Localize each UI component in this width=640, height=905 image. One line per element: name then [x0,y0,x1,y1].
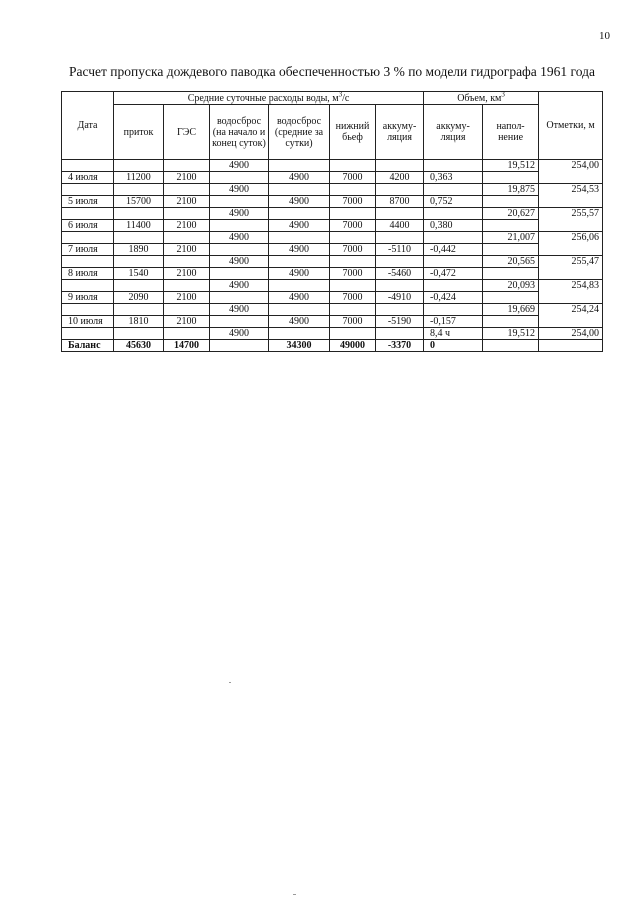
cell-tailwater: 7000 [330,316,376,328]
cell-accum-vol: 0,380 [424,220,483,232]
cell-date [62,280,114,292]
cell-accum-vol [424,280,483,292]
cell-tailwater [330,304,376,316]
cell-tailwater [330,160,376,172]
cell-filling: 20,565 [483,256,539,268]
cell-hpp [164,328,210,340]
balance-hpp: 14700 [164,340,210,352]
cell-spill-avg: 4900 [269,196,330,208]
cell-filling [483,244,539,256]
flood-calculation-table [61,91,603,352]
cell-accum-flow [376,304,424,316]
cell-filling [483,220,539,232]
boundary-row [62,232,603,244]
cell-spill-boundary [210,244,269,256]
cell-accum-vol [424,256,483,268]
header-inflow: приток [114,105,164,160]
cell-tailwater [330,328,376,340]
header-row-groups [62,92,603,105]
cell-mark [539,220,603,232]
cell-date: 5 июля [62,196,114,208]
cell-tailwater: 7000 [330,196,376,208]
cell-spill-boundary: 4900 [210,304,269,316]
cell-spill-boundary [210,220,269,232]
header-spill-boundary: водосброс (на начало и конец суток) [210,105,269,160]
cell-accum-vol: -0,157 [424,316,483,328]
cell-accum-flow [376,208,424,220]
cell-tailwater: 7000 [330,172,376,184]
cell-inflow [114,160,164,172]
cell-filling [483,196,539,208]
boundary-row [62,184,603,196]
cell-spill-avg: 4900 [269,220,330,232]
cell-spill-boundary [210,172,269,184]
cell-spill-boundary: 4900 [210,256,269,268]
header-tailwater: нижний бьеф [330,105,376,160]
cell-mark [539,244,603,256]
cell-spill-avg [269,280,330,292]
cell-spill-boundary: 4900 [210,184,269,196]
cell-filling: 19,669 [483,304,539,316]
cell-date [62,160,114,172]
page-number: 10 [599,30,610,42]
cell-accum-vol: 0,752 [424,196,483,208]
cell-spill-avg: 4900 [269,292,330,304]
cell-spill-avg: 4900 [269,268,330,280]
cell-inflow [114,232,164,244]
cell-accum-flow: -5190 [376,316,424,328]
cell-filling [483,316,539,328]
boundary-row [62,328,603,340]
cell-inflow: 15700 [114,196,164,208]
cell-inflow [114,328,164,340]
table-body [62,92,603,352]
cell-date: 6 июля [62,220,114,232]
cell-filling: 19,512 [483,328,539,340]
cell-spill-boundary: 4900 [210,160,269,172]
cell-inflow [114,304,164,316]
cell-hpp [164,256,210,268]
cell-mark: 255,47 [539,256,603,268]
cell-inflow [114,280,164,292]
cell-accum-flow [376,160,424,172]
cell-date [62,304,114,316]
cell-hpp [164,160,210,172]
cell-tailwater [330,184,376,196]
header-accumulation-flow: аккуму-ляция [376,105,424,160]
cell-date [62,328,114,340]
cell-filling: 20,093 [483,280,539,292]
cell-date: 8 июля [62,268,114,280]
cell-accum-vol: -0,424 [424,292,483,304]
cell-accum-flow: 4400 [376,220,424,232]
cell-inflow: 1540 [114,268,164,280]
cell-spill-boundary [210,196,269,208]
cell-inflow [114,208,164,220]
cell-inflow: 11400 [114,220,164,232]
balance-label: Баланс [62,340,114,352]
scan-speck [229,682,231,683]
cell-spill-avg [269,304,330,316]
cell-hpp [164,304,210,316]
scan-speck [293,894,296,895]
cell-mark: 254,83 [539,280,603,292]
cell-tailwater: 7000 [330,244,376,256]
day-row [62,292,603,304]
cell-accum-flow: 8700 [376,196,424,208]
cell-spill-avg [269,232,330,244]
header-accumulation-volume: аккуму-ляция [424,105,483,160]
day-row [62,196,603,208]
boundary-row [62,160,603,172]
cell-spill-boundary: 4900 [210,232,269,244]
balance-row [62,340,603,352]
cell-mark: 254,00 [539,328,603,340]
cell-spill-boundary [210,268,269,280]
cell-tailwater [330,280,376,292]
cell-tailwater: 7000 [330,220,376,232]
cell-hpp: 2100 [164,172,210,184]
header-marks: Отметки, м [539,92,603,160]
cell-mark [539,196,603,208]
cell-mark [539,316,603,328]
balance-tailwater: 49000 [330,340,376,352]
boundary-row [62,208,603,220]
cell-accum-vol: 8,4 ч [424,328,483,340]
cell-spill-boundary: 4900 [210,328,269,340]
cell-spill-avg: 4900 [269,244,330,256]
cell-accum-flow [376,280,424,292]
cell-spill-boundary [210,316,269,328]
cell-spill-avg: 4900 [269,316,330,328]
balance-spill-avg: 34300 [269,340,330,352]
cell-accum-flow [376,232,424,244]
cell-tailwater [330,232,376,244]
cell-accum-vol [424,208,483,220]
boundary-row [62,304,603,316]
cell-inflow: 1890 [114,244,164,256]
cell-accum-vol: -0,442 [424,244,483,256]
cell-filling: 21,007 [483,232,539,244]
cell-inflow: 1810 [114,316,164,328]
cell-accum-vol: 0,363 [424,172,483,184]
cell-accum-flow [376,256,424,268]
cell-spill-avg [269,208,330,220]
cell-filling: 20,627 [483,208,539,220]
cell-date [62,208,114,220]
cell-accum-flow: 4200 [376,172,424,184]
cell-tailwater [330,208,376,220]
cell-hpp [164,208,210,220]
day-row [62,268,603,280]
cell-spill-avg [269,160,330,172]
cell-inflow: 2090 [114,292,164,304]
cell-accum-flow: -5460 [376,268,424,280]
cell-mark: 254,53 [539,184,603,196]
cell-mark: 255,57 [539,208,603,220]
header-row-columns [62,105,603,160]
balance-empty [210,340,269,352]
cell-date: 9 июля [62,292,114,304]
cell-hpp: 2100 [164,196,210,208]
cell-accum-flow [376,184,424,196]
cell-date: 10 июля [62,316,114,328]
cell-hpp: 2100 [164,316,210,328]
header-date: Дата [62,92,114,160]
cell-accum-vol: -0,472 [424,268,483,280]
balance-empty [483,340,539,352]
cell-filling [483,292,539,304]
cell-filling: 19,512 [483,160,539,172]
cell-date [62,232,114,244]
cell-hpp: 2100 [164,220,210,232]
cell-spill-boundary [210,292,269,304]
day-row [62,220,603,232]
cell-date [62,184,114,196]
cell-tailwater [330,256,376,268]
day-row [62,244,603,256]
cell-spill-boundary: 4900 [210,208,269,220]
table-title: Расчет пропуска дождевого паводка обеспеченностью 3 % по модели гидрографа 1961 года [69,64,595,79]
header-volume-group: Объем, $км^3$ [424,92,539,105]
cell-hpp: 2100 [164,292,210,304]
cell-hpp: 2100 [164,244,210,256]
cell-date: 7 июля [62,244,114,256]
cell-date: 4 июля [62,172,114,184]
cell-spill-avg [269,184,330,196]
header-spill-average: водосброс (средние за сутки) [269,105,330,160]
cell-tailwater: 7000 [330,268,376,280]
cell-mark [539,172,603,184]
cell-inflow: 11200 [114,172,164,184]
boundary-row [62,256,603,268]
cell-accum-vol [424,304,483,316]
cell-mark: 254,00 [539,160,603,172]
cell-hpp [164,232,210,244]
cell-hpp [164,280,210,292]
cell-accum-flow: -4910 [376,292,424,304]
cell-mark: 254,24 [539,304,603,316]
cell-filling [483,172,539,184]
cell-mark: 256,06 [539,232,603,244]
cell-filling [483,268,539,280]
cell-inflow [114,256,164,268]
cell-inflow [114,184,164,196]
balance-accum-vol: 0 [424,340,483,352]
cell-mark [539,268,603,280]
cell-accum-flow [376,328,424,340]
cell-hpp [164,184,210,196]
day-row [62,316,603,328]
cell-accum-vol [424,232,483,244]
header-filling: напол-нение [483,105,539,160]
day-row [62,172,603,184]
cell-accum-flow: -5110 [376,244,424,256]
cell-mark [539,292,603,304]
balance-inflow: 45630 [114,340,164,352]
cell-accum-vol [424,160,483,172]
cell-hpp: 2100 [164,268,210,280]
cell-spill-boundary: 4900 [210,280,269,292]
cell-spill-avg [269,256,330,268]
cell-spill-avg: 4900 [269,172,330,184]
cell-date [62,256,114,268]
boundary-row [62,280,603,292]
header-hpp: ГЭС [164,105,210,160]
cell-tailwater: 7000 [330,292,376,304]
balance-accum-flow: -3370 [376,340,424,352]
balance-empty [539,340,603,352]
cell-accum-vol [424,184,483,196]
cell-filling: 19,875 [483,184,539,196]
cell-spill-avg [269,328,330,340]
header-flows-group: Средние суточные расходы воды, $м^3/с$ [114,92,424,105]
